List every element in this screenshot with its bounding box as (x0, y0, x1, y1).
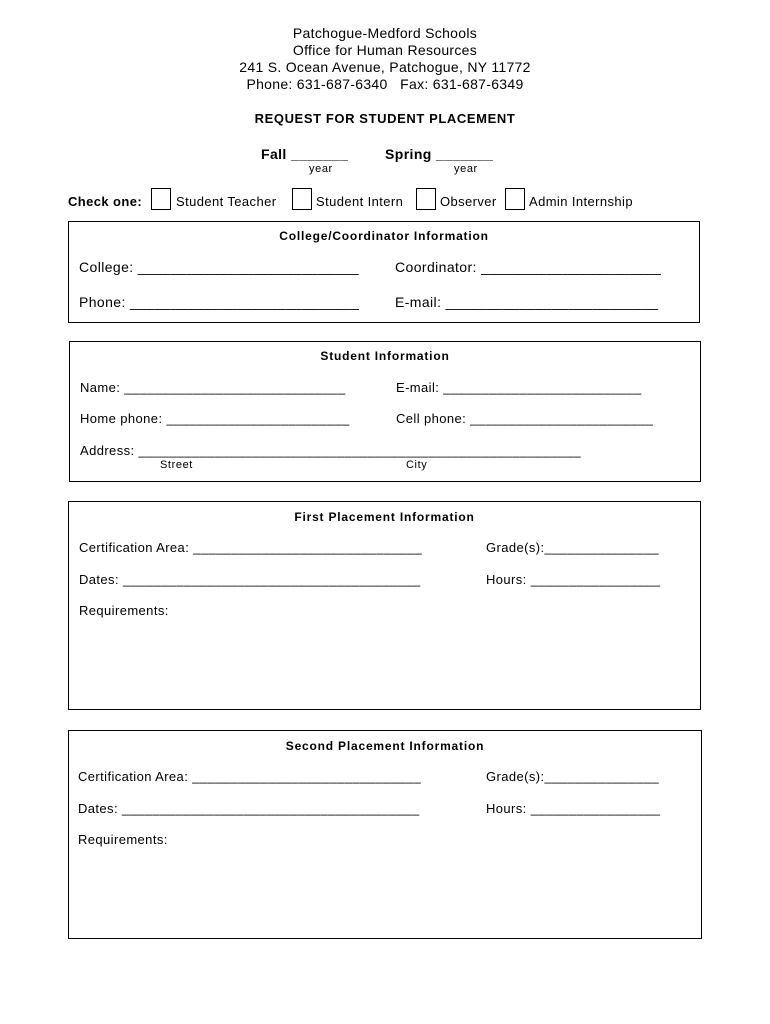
street-label: Street (160, 459, 193, 471)
second-hours-field[interactable]: Hours: _________________ (486, 801, 661, 816)
student-name-field[interactable]: Name: _____________________________ (80, 380, 346, 395)
first-dates-field[interactable]: Dates: _______________________________________ (79, 572, 421, 587)
student-teacher-label: Student Teacher (176, 194, 277, 209)
student-email-field[interactable]: E-mail: __________________________ (396, 380, 642, 395)
second-placement-section (68, 730, 702, 939)
second-grades-field[interactable]: Grade(s):_______________ (486, 769, 659, 784)
college-coordinator-section (68, 221, 700, 323)
student-intern-label: Student Intern (316, 194, 404, 209)
first-hours-field[interactable]: Hours: _________________ (486, 572, 661, 587)
college-field[interactable]: College: ___________________________ (79, 259, 359, 275)
observer-checkbox[interactable] (416, 188, 436, 210)
student-information-section (69, 341, 701, 482)
spring-year-field[interactable]: Spring _______ (385, 146, 494, 162)
admin-internship-checkbox[interactable] (505, 188, 525, 210)
organization-name: Patchogue-Medford Schools (292, 25, 478, 41)
student-address-field[interactable]: Address: __________________________________________________________ (80, 443, 582, 458)
page-title: REQUEST FOR STUDENT PLACEMENT (254, 111, 516, 126)
first-placement-heading: First Placement Information (294, 510, 475, 524)
first-grades-field[interactable]: Grade(s):_______________ (486, 540, 659, 555)
student-teacher-checkbox[interactable] (151, 188, 171, 210)
college-section-heading: College/Coordinator Information (279, 229, 489, 243)
fall-year-label: year (309, 163, 333, 175)
student-section-heading: Student Information (320, 349, 450, 363)
second-requirements-label: Requirements: (78, 832, 168, 847)
first-certification-area-field[interactable]: Certification Area: ______________________________ (79, 540, 423, 555)
cell-phone-field[interactable]: Cell phone: ________________________ (396, 411, 654, 426)
city-label: City (406, 459, 428, 471)
office-address: 241 S. Ocean Avenue, Patchogue, NY 11772 (239, 59, 531, 75)
spring-year-label: year (454, 163, 478, 175)
office-phones: Phone: 631-687-6340 Fax: 631-687-6349 (246, 76, 524, 92)
fall-year-field[interactable]: Fall _______ (261, 146, 349, 162)
college-phone-field[interactable]: Phone: ____________________________ (79, 294, 360, 310)
first-placement-section (68, 501, 701, 710)
college-email-field[interactable]: E-mail: __________________________ (395, 294, 659, 310)
first-requirements-label: Requirements: (79, 603, 169, 618)
check-one-label: Check one: (68, 194, 143, 209)
student-intern-checkbox[interactable] (292, 188, 312, 210)
second-placement-heading: Second Placement Information (285, 739, 485, 753)
admin-internship-label: Admin Internship (529, 194, 633, 209)
second-certification-area-field[interactable]: Certification Area: ______________________________ (78, 769, 422, 784)
coordinator-field[interactable]: Coordinator: ______________________ (395, 259, 662, 275)
observer-label: Observer (440, 194, 497, 209)
second-dates-field[interactable]: Dates: _______________________________________ (78, 801, 420, 816)
home-phone-field[interactable]: Home phone: ________________________ (80, 411, 350, 426)
office-name: Office for Human Resources (292, 42, 478, 58)
